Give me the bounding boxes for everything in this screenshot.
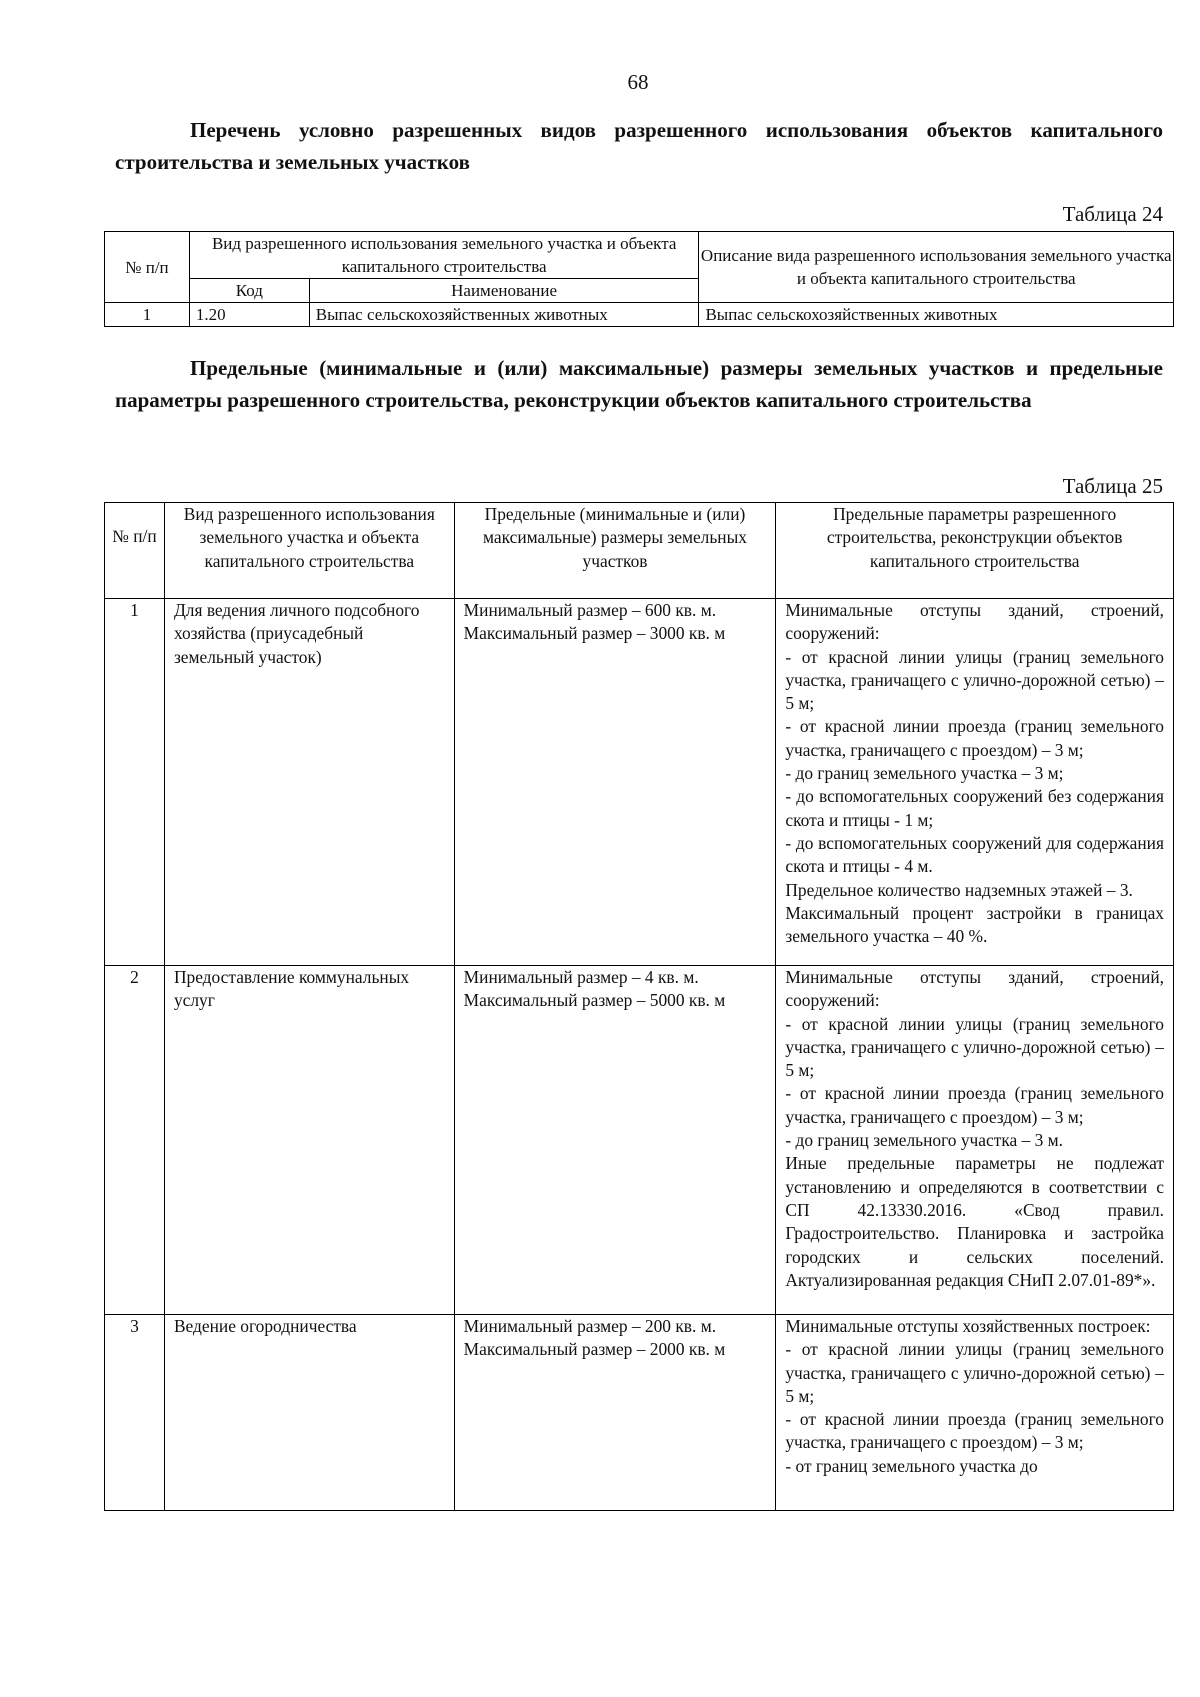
table-row [105,303,1174,327]
table-24-header-desc: Описание вида разрешенного использования земельного участка и объекта капитального строительства [699,232,1174,303]
table-25-header-vid: Вид разрешенного использования земельного участка и объекта капитального строительства [164,503,454,599]
table-25-cell-num: 3 [105,1315,165,1511]
table-25-header-params: Предельные параметры разрешенного строительства, реконструкции объектов капитального строительства [776,503,1174,599]
table-25-cell-sizes [454,1315,776,1511]
param-line: - от красной линии проезда (границ земельного участка, граничащего с проездом) – 3 м; [785,1083,1164,1127]
size-line: Минимальный размер – 600 кв. м. [463,600,717,620]
param-line: Минимальные отступы зданий, строений, сооружений: [785,600,1164,644]
table-24-header-kod: Код [189,279,309,303]
param-line: Минимальные отступы хозяйственных построек: [785,1316,1151,1336]
table-24-cell-desc: Выпас сельскохозяйственных животных [699,303,1174,327]
table-row [105,599,1174,966]
table-25-cell-params [776,599,1174,966]
param-line: - до границ земельного участка – 3 м. [785,1130,1064,1151]
size-line: Максимальный размер – 3000 кв. м [463,623,726,644]
table-24-header-num: № п/п [105,232,190,303]
table-24-cell-kod: 1.20 [189,303,309,327]
table-25-cell-sizes [454,966,776,1315]
table-25-cell-num: 1 [105,599,165,966]
table-24-cell-num: 1 [105,303,190,327]
table-row [105,1315,1174,1511]
table-25 [104,502,1174,1511]
table-25-cell-params [776,966,1174,1315]
table-row [105,966,1174,1315]
param-line: - до вспомогательных сооружений без содержания скота и птицы - 1 м; [785,786,1164,830]
page-number: 68 [627,70,649,94]
table-25-caption: Таблица 25 [1062,474,1163,498]
table-25-cell-vid: Ведение огородничества [164,1315,454,1511]
param-line: - от красной линии проезда (границ земельного участка, граничащего с проездом) – 3 м; [785,1409,1164,1453]
param-line: - от красной линии улицы (границ земельного участка, граничащего с улично-дорожной сетью) – 5 м; [785,1013,1164,1081]
size-line: Минимальный размер – 200 кв. м. [463,1316,717,1336]
size-line: Минимальный размер – 4 кв. м. [463,967,699,987]
param-line: Предельное количество надземных этажей – 3. [785,879,1133,900]
table-24 [104,231,1174,327]
param-line: - до границ земельного участка – 3 м; [785,763,1064,784]
table-25-cell-vid: Для ведения личного подсобного хозяйства (приусадебный земельный участок) [164,599,454,966]
table-25-header-num: № п/п [105,503,165,599]
table-24-caption: Таблица 24 [1062,202,1163,226]
table-24-header-name: Наименование [309,279,699,303]
table-25-cell-vid: Предоставление коммунальных услуг [164,966,454,1315]
table-25-cell-params [776,1315,1174,1511]
section-heading-limits: Предельные (минимальные и (или) максимальные) размеры земельных участков и предельные параметры разрешенного строительства, реконструкции объектов капитального строительства [115,356,1163,412]
size-line: Максимальный размер – 5000 кв. м [463,990,726,1011]
param-line: - от границ земельного участка до [785,1455,1038,1476]
table-24-header-vid: Вид разрешенного использования земельного участка и объекта капитального строительства [189,232,699,279]
table-25-header-sizes: Предельные (минимальные и (или) максимальные) размеры земельных участков [454,503,776,599]
table-24-cell-name: Выпас сельскохозяйственных животных [309,303,699,327]
param-line: - от красной линии проезда (границ земельного участка, граничащего с проездом) – 3 м; [785,716,1164,760]
section-heading-conditional-uses: Перечень условно разрешенных видов разрешенного использования объектов капитального строительства и земельных участков [115,118,1163,174]
size-line: Максимальный размер – 2000 кв. м [463,1339,726,1360]
param-line: Максимальный процент застройки в границах земельного участка – 40 %. [785,902,1164,947]
param-line: Иные предельные параметры не подлежат установлению и определяются в соответствии с СП 42.13330.2016. «Свод правил. Градостроительство. Планировка и застройка городских и сельских поселений. Актуализированная редакция СНиП 2.07.01-89*». [785,1153,1164,1290]
table-25-cell-sizes [454,599,776,966]
param-line: Минимальные отступы зданий, строений, сооружений: [785,967,1164,1011]
table-25-cell-num: 2 [105,966,165,1315]
param-line: - до вспомогательных сооружений для содержания скота и птицы - 4 м. [785,832,1164,877]
param-line: - от красной линии улицы (границ земельного участка, граничащего с улично-дорожной сетью) – 5 м; [785,1339,1164,1406]
param-line: - от красной линии улицы (границ земельного участка, граничащего с улично-дорожной сетью) – 5 м; [785,646,1164,714]
